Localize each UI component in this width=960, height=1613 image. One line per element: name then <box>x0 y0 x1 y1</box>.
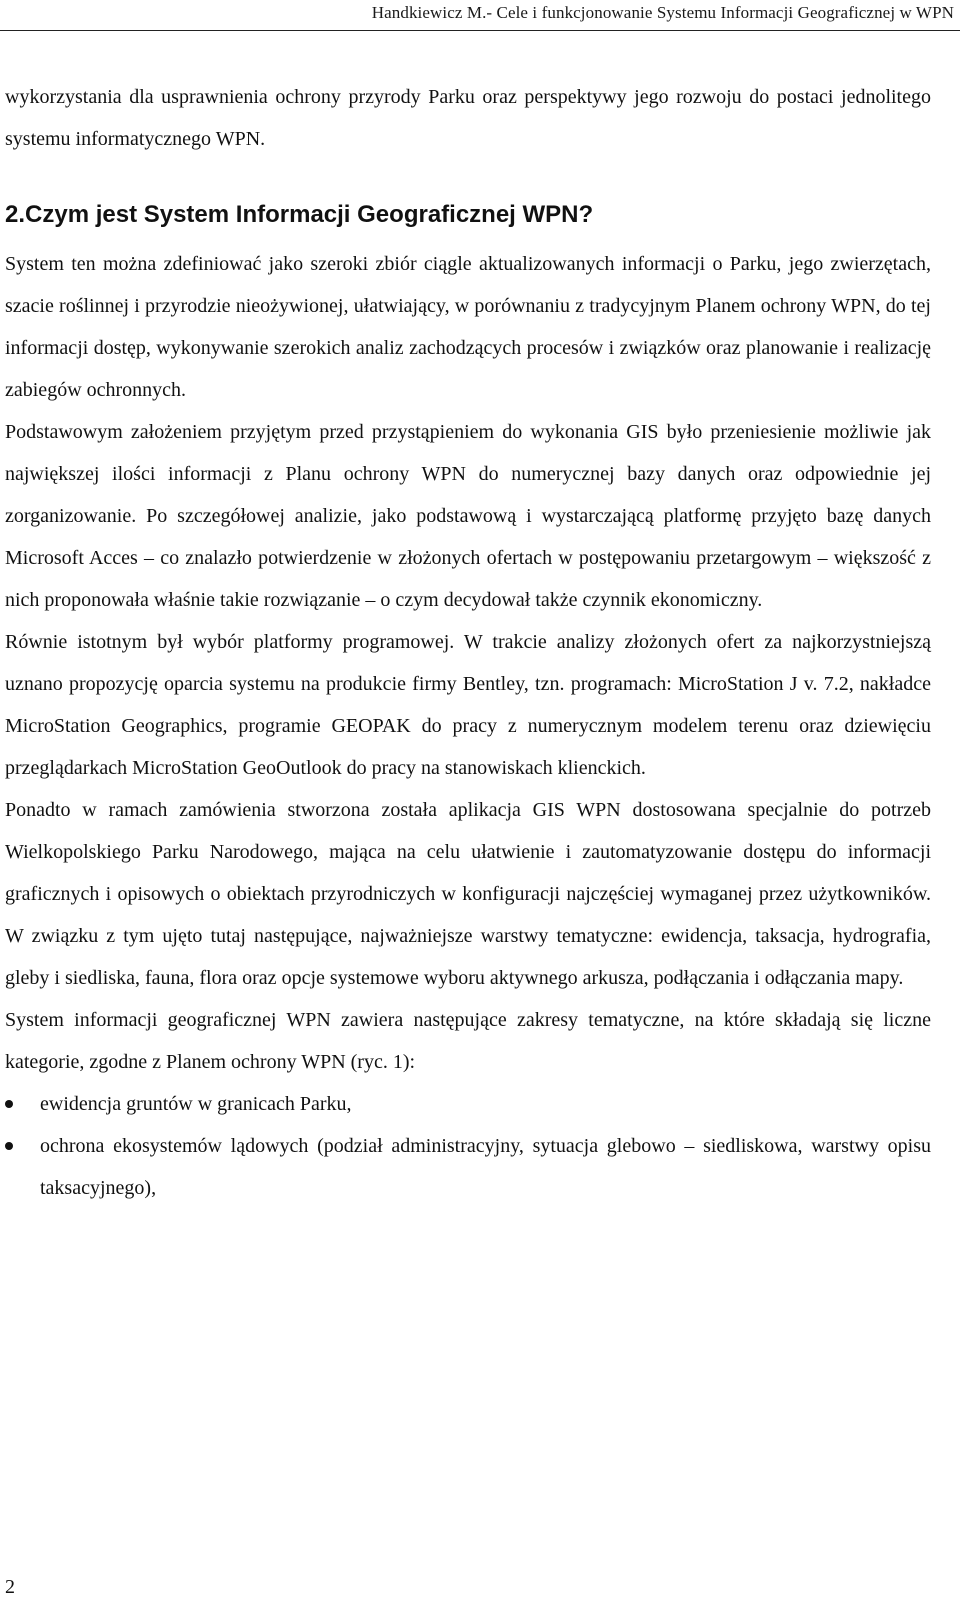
list-item-text: ewidencja gruntów w granicach Parku, <box>40 1093 352 1115</box>
list-item <box>5 1083 931 1125</box>
section-heading: 2.Czym jest System Informacji Geograficznej WPN? <box>5 201 594 228</box>
bullet-icon <box>5 1100 13 1108</box>
list-item-text: ochrona ekosystemów lądowych (podział administracyjny, sytuacja glebowo – siedliskowa, warstwy opisu taksacyjnego), <box>40 1135 931 1199</box>
paragraph-thematic-scope: System informacji geograficznej WPN zawiera następujące zakresy tematyczne, na które składają się liczne kategorie, zgodne z Planem ochrony WPN (ryc. 1): <box>5 1009 931 1073</box>
running-header: Handkiewicz M.- Cele i funkcjonowanie Systemu Informacji Geograficznej w WPN <box>371 3 954 22</box>
list-item <box>5 1125 931 1209</box>
bullet-icon <box>5 1142 13 1150</box>
page-number: 2 <box>5 1576 15 1598</box>
page-content <box>5 76 931 1209</box>
paragraph-application: Ponadto w ramach zamówienia stworzona została aplikacja GIS WPN dostosowana specjalnie do potrzeb Wielkopolskiego Parku Narodowego, mająca na celu ułatwienie i zautomatyzowanie dostępu do informacji graficznych i opisowych o obiektach przyrodniczych w konfiguracji najczęściej wymaganej przez użytkowników. W związku z tym ujęto tutaj następujące, najważniejsze warstwy tematyczne: ewidencja, taksacja, hydrografia, gleby i siedliska, fauna, flora oraz opcje systemowe wyboru aktywnego arkusza, podłączania i odłączania mapy. <box>5 799 931 989</box>
paragraph-software-platform: Równie istotnym był wybór platformy programowej. W trakcie analizy złożonych ofert za najkorzystniejszą uznano propozycję oparcia systemu na produkcie firmy Bentley, tzn. programach: MicroStation J v. 7.2, nakładce MicroStation Geographics, programie GEOPAK do pracy z numerycznym modelem terenu oraz dziewięciu przeglądarkach MicroStation GeoOutlook do pracy na stanowiskach klienckich. <box>5 631 931 779</box>
header-rule <box>0 30 960 31</box>
paragraph-definition: System ten można zdefiniować jako szeroki zbiór ciągle aktualizowanych informacji o Parku, jego zwierzętach, szacie roślinnej i przyrodzie nieożywionej, ułatwiający, w porównaniu z tradycyjnym Planem ochrony WPN, do tej informacji dostęp, wykonywanie szerokich analiz zachodzących procesów i związków oraz planowanie i realizację zabiegów ochronnych. <box>5 253 931 401</box>
intro-paragraph: wykorzystania dla usprawnienia ochrony przyrody Parku oraz perspektywy jego rozwoju do postaci jednolitego systemu informatycznego WPN. <box>5 86 931 150</box>
thematic-list <box>5 1083 931 1209</box>
paragraph-assumptions: Podstawowym założeniem przyjętym przed przystąpieniem do wykonania GIS było przeniesienie możliwie jak największej ilości informacji z Planu ochrony WPN do numerycznej bazy danych oraz odpowiednie jej zorganizowanie. Po szczegółowej analizie, jako podstawową i wystarczającą platformę przyjęto bazę danych Microsoft Acces – co znalazło potwierdzenie w złożonych ofertach w postępowaniu przetargowym – większość z nich proponowała właśnie takie rozwiązanie – o czym decydował także czynnik ekonomiczny. <box>5 421 931 611</box>
